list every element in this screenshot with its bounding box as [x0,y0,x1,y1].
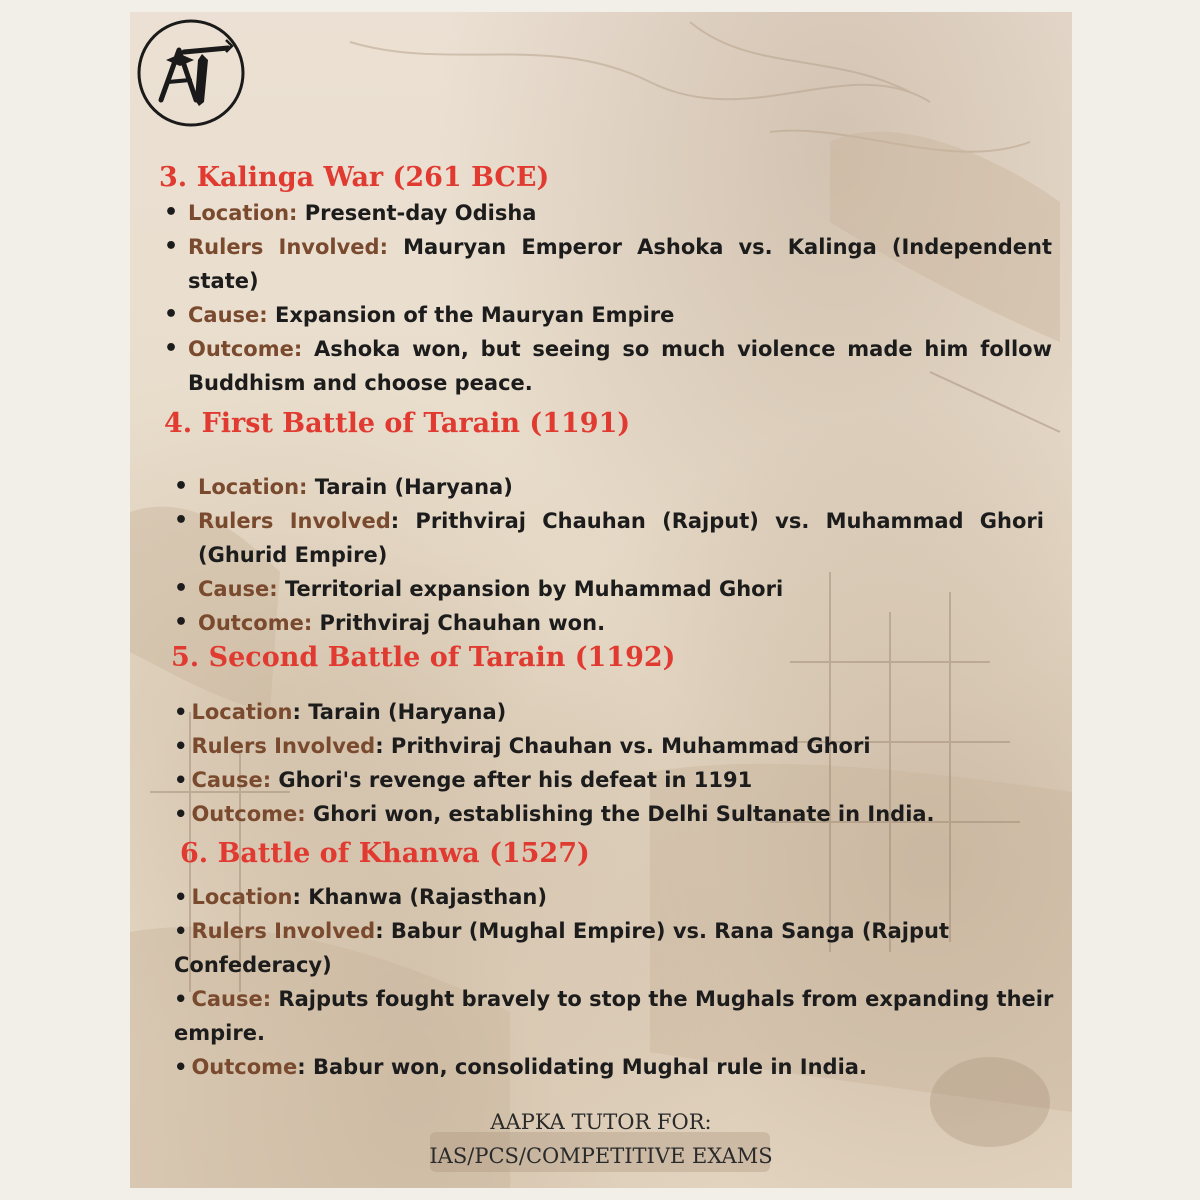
footer-tagline [130,1105,1072,1173]
section-list-kalinga-war [162,196,1052,400]
section-list-second-battle-of-tarain [174,695,1054,831]
list-item: • Location: Tarain (Haryana) [172,470,1044,504]
poster [130,12,1072,1188]
section-list-first-battle-of-tarain [172,470,1044,640]
list-item: • Cause: Expansion of the Mauryan Empire [162,298,1052,332]
list-item: • Outcome: Prithviraj Chauhan won. [172,606,1044,640]
list-item: • Outcome: Ashoka won, but seeing so much violence made him follow Buddhism and choose peace. [162,332,1052,400]
section-heading-kalinga-war: 3. Kalinga War (261 BCE) [159,162,550,193]
section-heading-first-battle-of-tarain: 4. First Battle of Tarain (1191) [164,408,631,439]
list-item: • Location: Present-day Odisha [162,196,1052,230]
list-item: • Rulers Involved: Babur (Mughal Empire) vs. Rana Sanga (Rajput Confederacy) [174,919,949,977]
list-item: • Location: Tarain (Haryana) [174,700,507,724]
list-item: • Rulers Involved: Prithviraj Chauhan (Rajput) vs. Muhammad Ghori (Ghurid Empire) [172,504,1044,572]
list-item: • Cause: Ghori's revenge after his defeat in 1191 [174,768,753,792]
list-item: • Rulers Involved: Mauryan Emperor Ashoka vs. Kalinga (Independent state) [162,230,1052,298]
list-item: • Location: Khanwa (Rajasthan) [174,885,547,909]
list-item: • Cause: Territorial expansion by Muhammad Ghori [172,572,1044,606]
section-heading-battle-of-khanwa: 6. Battle of Khanwa (1527) [180,838,590,869]
footer-line-1: AAPKA TUTOR FOR: [490,1110,712,1134]
section-list-battle-of-khanwa [174,880,1064,1084]
list-item: • Outcome: Babur won, consolidating Mughal rule in India. [174,1055,867,1079]
section-heading-second-battle-of-tarain: 5. Second Battle of Tarain (1192) [171,642,676,673]
list-item: • Outcome: Ghori won, establishing the Delhi Sultanate in India. [174,802,935,826]
list-item: • Rulers Involved: Prithviraj Chauhan vs. Muhammad Ghori [174,734,871,758]
footer-line-2: IAS/PCS/COMPETITIVE EXAMS [429,1144,773,1168]
list-item: • Cause: Rajputs fought bravely to stop the Mughals from expanding their empire. [174,987,1054,1045]
